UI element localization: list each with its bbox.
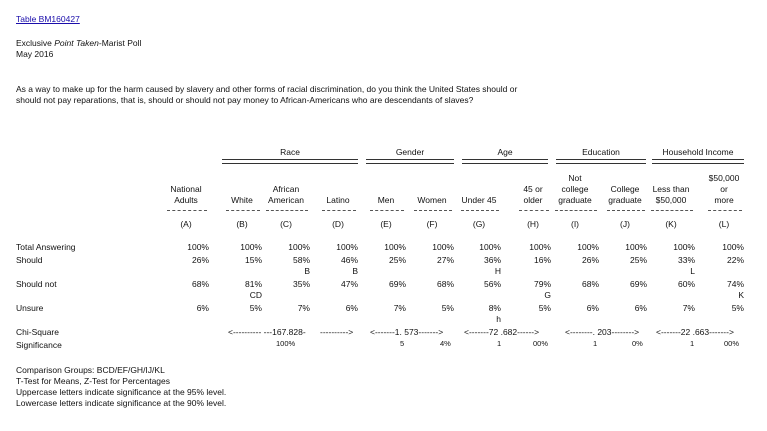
group-rule-education [556, 159, 646, 164]
chi-education-value: <--------. 203--------> [565, 327, 640, 337]
table-cell: 8% [488, 303, 501, 313]
poll-date: May 2016 [16, 49, 54, 59]
group-rule-race [222, 159, 358, 164]
sig-gender-right: 4% [440, 339, 451, 348]
group-rule-income [652, 159, 744, 164]
footnote-uppercase: Uppercase letters indicate significance at the 95% level. [16, 387, 227, 397]
group-gender: Gender [395, 147, 425, 157]
group-age: Age [497, 147, 513, 157]
sig-race: 100% [276, 339, 296, 348]
column-header-rule [266, 210, 308, 211]
table-cell: 58% [292, 255, 310, 265]
significance-letter: H [494, 266, 501, 276]
column-header-rule [651, 210, 693, 211]
column-header-i-line: Not [568, 173, 582, 183]
column-header-rule [322, 210, 356, 211]
column-letter: (K) [665, 219, 677, 229]
table-cell: 100% [384, 242, 406, 252]
column-header-l-line: more [714, 195, 734, 205]
column-header-c-line: American [268, 195, 304, 205]
table-cell: 22% [726, 255, 744, 265]
row-label: Unsure [16, 303, 44, 313]
table-cell: 100% [673, 242, 695, 252]
table-cell: 5% [731, 303, 744, 313]
poll-title-italic: Point Taken [54, 38, 99, 48]
column-letter: (I) [570, 219, 580, 229]
survey-question: As a way to make up for the harm caused by slavery and other forms of racial discrimination, do you think the United States should or should not pay reparations, that is, should or should not pay money to African-Americans who are descendants of slaves? [16, 84, 518, 105]
column-letter: (D) [332, 219, 344, 229]
table-cell: 100% [432, 242, 454, 252]
column-header-b-line: White [231, 195, 253, 205]
significance-label: Significance [16, 340, 62, 350]
column-letter: (L) [718, 219, 730, 229]
table-cell: 47% [340, 279, 358, 289]
table-cell: 100% [529, 242, 551, 252]
column-header-f-line: Women [417, 195, 447, 205]
significance-letter: G [544, 290, 551, 300]
column-header-rule [226, 210, 260, 211]
table-cell: 68% [436, 279, 454, 289]
table-cell: 100% [479, 242, 501, 252]
poll-title-suffix: -Marist Poll [98, 38, 142, 48]
column-letter: (J) [620, 219, 630, 229]
table-cell: 26% [191, 255, 209, 265]
group-household-income: Household Income [662, 147, 734, 157]
table-cell: 6% [586, 303, 599, 313]
table-cell: 100% [577, 242, 599, 252]
chi-income-value: <-------22 .663-------> [656, 327, 734, 337]
table-cell: 35% [292, 279, 310, 289]
sig-income-right: 00% [724, 339, 740, 348]
chi-race-value: <---------- ---167.828- [228, 327, 306, 337]
column-header-k-line: $50,000 [655, 195, 687, 205]
group-rule-gender [366, 159, 454, 164]
column-header-rule [370, 210, 404, 211]
group-race: Race [280, 147, 300, 157]
column-header-a-line: National [170, 184, 202, 194]
row-label: Should not [16, 279, 57, 289]
column-letter: (A) [180, 219, 192, 229]
table-cell: 36% [483, 255, 501, 265]
table-cell: 6% [345, 303, 358, 313]
table-cell: 79% [533, 279, 551, 289]
column-letter: (F) [426, 219, 438, 229]
column-header-c-line: African [272, 184, 300, 194]
column-header-j-line: College [610, 184, 640, 194]
footnote-tests: T-Test for Means, Z-Test for Percentages [16, 376, 171, 386]
table-cell: 6% [634, 303, 647, 313]
column-header-rule [555, 210, 597, 211]
table-cell: 6% [196, 303, 209, 313]
table-cell: 7% [682, 303, 695, 313]
column-header-i-line: college [561, 184, 589, 194]
column-letter: (H) [527, 219, 539, 229]
footnote-comparison-groups: Comparison Groups: BCD/EF/GH/IJ/KL [16, 365, 165, 375]
table-cell: 100% [625, 242, 647, 252]
chi-square-label: Chi-Square [16, 327, 59, 337]
column-header-i-line: graduate [558, 195, 592, 205]
sig-age-right: 00% [533, 339, 549, 348]
table-cell: 100% [288, 242, 310, 252]
row-label: Should [16, 255, 43, 265]
sig-income-left: 1 [690, 339, 695, 348]
poll-title-prefix: Exclusive [16, 38, 55, 48]
table-cell: 46% [340, 255, 358, 265]
table-cell: 56% [483, 279, 501, 289]
significance-letter: CD [249, 290, 262, 300]
column-header-d-line: Latino [326, 195, 350, 205]
significance-letter: h [496, 314, 501, 324]
sig-education-left: 1 [593, 339, 598, 348]
column-header-a-line: Adults [174, 195, 198, 205]
column-header-rule [607, 210, 645, 211]
column-header-h-line: older [523, 195, 543, 205]
footnote-lowercase: Lowercase letters indicate significance at the 90% level. [16, 398, 227, 408]
table-cell: 100% [722, 242, 744, 252]
column-header-l-line: or [720, 184, 728, 194]
poll-title [16, 38, 141, 48]
table-cell: 26% [581, 255, 599, 265]
significance-letter: B [352, 266, 358, 276]
column-header-g-line: Under 45 [461, 195, 497, 205]
table-cell: 69% [388, 279, 406, 289]
column-header-h-line: 45 or [523, 184, 543, 194]
table-cell: 5% [249, 303, 262, 313]
table-cell: 33% [677, 255, 695, 265]
significance-letter: B [304, 266, 310, 276]
table-cell: 7% [297, 303, 310, 313]
column-header-l-line: $50,000 [708, 173, 740, 183]
column-letter: (G) [472, 219, 486, 229]
column-header-rule [167, 210, 207, 211]
significance-letter: K [738, 290, 744, 300]
column-header-rule [414, 210, 452, 211]
table-cell: 15% [244, 255, 262, 265]
column-header-e-line: Men [377, 195, 395, 205]
table-cell: 5% [441, 303, 454, 313]
column-letter: (E) [380, 219, 392, 229]
table-cell: 16% [533, 255, 551, 265]
sig-gender-left: 5 [400, 339, 405, 348]
table-cell: 25% [388, 255, 406, 265]
column-header-rule [461, 210, 499, 211]
column-header-rule [519, 210, 549, 211]
column-header-j-line: graduate [608, 195, 642, 205]
column-letter: (C) [280, 219, 292, 229]
chi-race-tail: ----------> [320, 327, 354, 337]
table-cell: 68% [581, 279, 599, 289]
table-cell: 100% [187, 242, 209, 252]
table-cell: 100% [336, 242, 358, 252]
table-id-link[interactable]: Table BM160427 [16, 14, 80, 24]
column-header-rule [708, 210, 742, 211]
group-education: Education [582, 147, 620, 157]
column-letter: (B) [236, 219, 248, 229]
row-label: Total Answering [16, 242, 76, 252]
table-cell: 68% [191, 279, 209, 289]
significance-letter: L [690, 266, 695, 276]
table-cell: 81% [244, 279, 262, 289]
table-cell: 60% [677, 279, 695, 289]
table-cell: 5% [538, 303, 551, 313]
chi-gender-value: <-------1. 573-------> [370, 327, 444, 337]
table-cell: 25% [629, 255, 647, 265]
table-cell: 74% [726, 279, 744, 289]
sig-age-left: 1 [497, 339, 502, 348]
group-rule-age [462, 159, 548, 164]
table-cell: 7% [393, 303, 406, 313]
table-cell: 69% [629, 279, 647, 289]
table-cell: 100% [240, 242, 262, 252]
column-header-k-line: Less than [652, 184, 690, 194]
table-cell: 27% [436, 255, 454, 265]
sig-education-right: 0% [632, 339, 643, 348]
chi-age-value: <-------72 .682------> [464, 327, 540, 337]
